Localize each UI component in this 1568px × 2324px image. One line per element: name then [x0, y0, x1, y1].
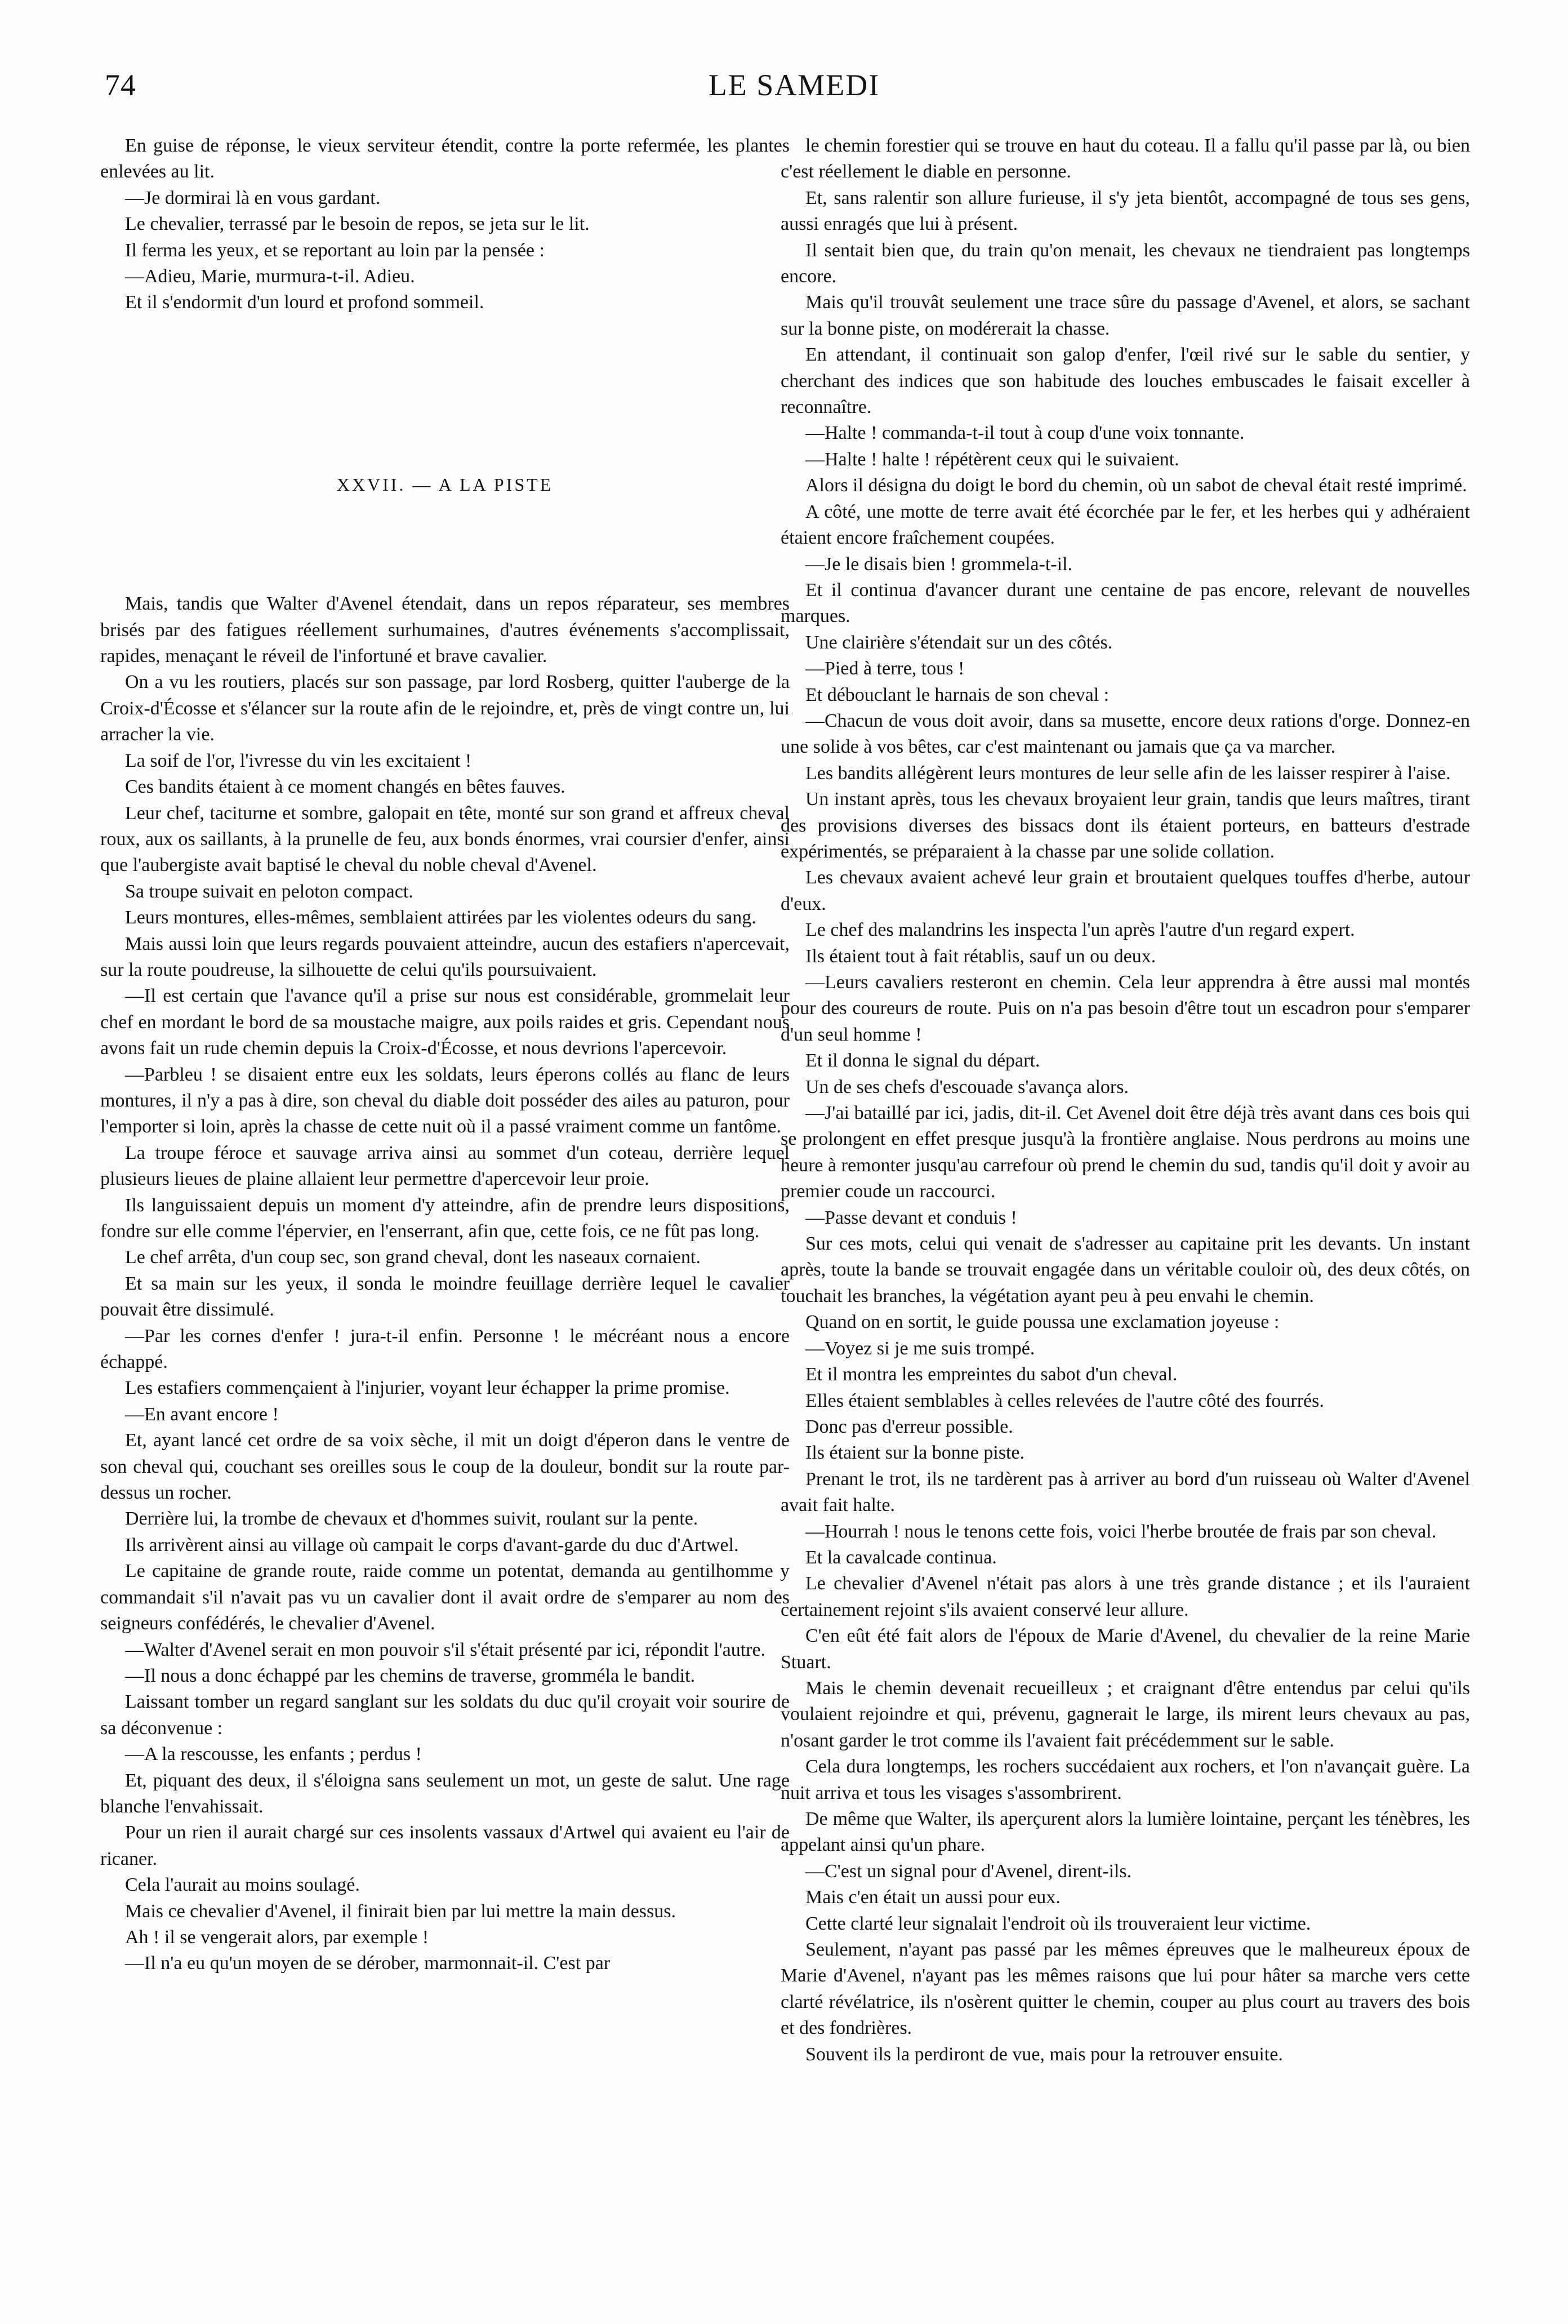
- paragraph: Le capitaine de grande route, raide comme un potentat, demanda au gentilhomme y commandait s'il n'avait pas vu un cavalier dont il avait ordre de s'emparer au nom des seigneurs confédérés, le chevalier d'Avenel.: [100, 1561, 790, 1634]
- paragraph: Pour un rien il aurait chargé sur ces insolents vassaux d'Artwel qui avaient eu l'air de ricaner.: [100, 1822, 790, 1869]
- paragraph: Alors il désigna du doigt le bord du chemin, où un sabot de cheval était resté imprimé.: [805, 475, 1467, 496]
- paragraph: —Parbleu ! se disaient entre eux les soldats, leurs éperons collés au flanc de leurs montures, il n'y a pas à dire, son cheval du diable doit posséder des ailes au paturon, pour l'emporter si loin, après la chasse de cette nuit où il a passé vraiment comme un fantôme.: [100, 1064, 790, 1137]
- paragraph: Sa troupe suivait en peloton compact.: [125, 881, 413, 902]
- page-header: [105, 68, 1484, 118]
- paragraph: Le chevalier, terrassé par le besoin de repos, se jeta sur le lit.: [125, 214, 590, 235]
- paragraph: Mais, tandis que Walter d'Avenel étendait, dans un repos réparateur, ses membres brisés par des fatigues réellement surhumaines, d'autres événements s'accomplissait, rapides, menaçant le réveil de l'infortuné et brave cavalier.: [100, 593, 790, 667]
- paragraph: Les chevaux avaient achevé leur grain et broutaient quelques touffes d'herbe, autour d'eux.: [781, 867, 1470, 914]
- paragraph: Et, sans ralentir son allure furieuse, il s'y jeta bientôt, accompagné de tous ses gens, aussi enragés que lui à présent.: [781, 187, 1470, 235]
- left-column: [100, 133, 790, 1977]
- paragraph: Les bandits allégèrent leurs montures de leur selle afin de les laisser respirer à l'aise.: [805, 762, 1451, 784]
- paragraph: Sur ces mots, celui qui venait de s'adresser au capitaine prit les devants. Un instant après, toute la bande se trouvait engagée dans un véritable couloir où, des deux côtés, on touchait les branches, la végétation ayant peu à peu envahi le chemin.: [781, 1233, 1470, 1307]
- paragraph: Et il montra les empreintes du sabot d'un cheval.: [805, 1364, 1178, 1385]
- paragraph: Mais le chemin devenait recueilleux ; et craignant d'être entendus par celui qu'ils voulaient rejoindre et qui, prévenu, gagnerait le large, ils mirent leurs chevaux au pas, n'osant garder le trot comme ils l'avaient fait précédemment sur le sable.: [781, 1677, 1470, 1751]
- paragraph: La soif de l'or, l'ivresse du vin les excitaient !: [125, 750, 472, 771]
- paragraph: Et, piquant des deux, il s'éloigna sans seulement un mot, un geste de salut. Une rage blanche l'envahissait.: [100, 1770, 790, 1817]
- paragraph: Quand on en sortit, le guide poussa une exclamation joyeuse :: [805, 1312, 1280, 1333]
- paragraph: En guise de réponse, le vieux serviteur étendit, contre la porte refermée, les plantes enlevées au lit.: [100, 135, 790, 183]
- paragraph: —J'ai bataillé par ici, jadis, dit-il. Cet Avenel doit être déjà très avant dans ces bois qui se prolongent en effet presque jusqu'à la frontière anglaise. Nous perdrons au moins une heure à remonter jusqu'au carrefour où prend le chemin du sud, tandis qu'il doit y avoir au premier coude un raccourci.: [781, 1103, 1470, 1202]
- paragraph: —En avant encore !: [125, 1403, 279, 1425]
- paragraph: De même que Walter, ils aperçurent alors la lumière lointaine, perçant les ténèbres, les appelant ainsi qu'un phare.: [781, 1808, 1470, 1856]
- paragraph: Mais qu'il trouvât seulement une trace sûre du passage d'Avenel, et alors, se sachant sur la bonne piste, on modérerait la chasse.: [781, 292, 1470, 339]
- paragraph: Cette clarté leur signalait l'endroit où ils trouveraient leur victime.: [805, 1913, 1311, 1934]
- right-body-text: [781, 133, 1470, 2068]
- running-title: LE SAMEDI: [708, 68, 880, 102]
- paragraph: Ils languissaient depuis un moment d'y atteindre, afin de prendre leurs dispositions, fondre sur elle comme l'épervier, en l'enserrant, afin que, cette fois, ce ne fût pas long.: [100, 1194, 790, 1242]
- paragraph: —Par les cornes d'enfer ! jura-t-il enfin. Personne ! le mécréant nous a encore échappé.: [100, 1325, 790, 1373]
- page-number: 74: [105, 68, 136, 102]
- paragraph: le chemin forestier qui se trouve en haut du coteau. Il a fallu qu'il passe par là, ou bien c'est réellement le diable en personne.: [781, 135, 1470, 183]
- left-body-text: [100, 591, 790, 1977]
- paragraph: Ces bandits étaient à ce moment changés en bêtes fauves.: [125, 776, 565, 798]
- paragraph: —Leurs cavaliers resteront en chemin. Cela leur apprendra à être aussi mal montés pour des coureurs de route. Puis on n'a pas besoin d'être tout un escadron pour s'emparer d'un seul homme !: [781, 972, 1470, 1045]
- paragraph: Et il continua d'avancer durant une centaine de pas encore, relevant de nouvelles marques.: [781, 579, 1470, 627]
- paragraph: —C'est un signal pour d'Avenel, dirent-ils.: [805, 1860, 1132, 1882]
- paragraph: Leur chef, taciturne et sombre, galopait en tête, monté sur son grand et affreux cheval roux, aux os saillants, à la prunelle de feu, aux bonds énormes, vrai coursier d'enfer, ainsi que l'aubergiste avait baptisé le cheval du noble cheval d'Avenel.: [100, 802, 790, 876]
- paragraph: Et, ayant lancé cet ordre de sa voix sèche, il mit un doigt d'éperon dans le ventre de son cheval qui, couchant ses oreilles sous le coup de la douleur, bondit sur la route par-dessus un rocher.: [100, 1430, 790, 1504]
- paragraph: Cela dura longtemps, les rochers succédaient aux rochers, et l'on n'avançait guère. La nuit arriva et tous les visages s'assombrirent.: [781, 1756, 1470, 1803]
- paragraph: Mais aussi loin que leurs regards pouvaient atteindre, aucun des estafiers n'apercevait, sur la route poudreuse, la silhouette de celui qu'ils poursuivaient.: [100, 933, 790, 980]
- paragraph: Seulement, n'ayant pas passé par les mêmes épreuves que le malheureux époux de Marie d'Avenel, n'ayant pas les mêmes raisons que lui pour hâter sa marche vers cette clarté révélatrice, ils n'osèrent quitter le chemin, couper au plus court au travers des bois et des fondrières.: [781, 1939, 1470, 2039]
- paragraph: Il sentait bien que, du train qu'on menait, les chevaux ne tiendraient pas longtemps encore.: [781, 239, 1470, 287]
- paragraph: Donc pas d'erreur possible.: [805, 1416, 1013, 1437]
- paragraph: Un instant après, tous les chevaux broyaient leur grain, tandis que leurs maîtres, tirant des provisions diverses des bissacs dont ils étaient porteurs, en batteurs d'estrade expérimentés, se préparaient à la chasse par une solide collation.: [781, 789, 1470, 862]
- paragraph: —Il nous a donc échappé par les chemins de traverse, gromméla le bandit.: [125, 1665, 696, 1686]
- paragraph: Et il s'endormit d'un lourd et profond sommeil.: [125, 292, 484, 313]
- paragraph: Cela l'aurait au moins soulagé.: [125, 1874, 360, 1896]
- paragraph: —Pied à terre, tous !: [805, 658, 965, 679]
- paragraph: —Passe devant et conduis !: [805, 1207, 1017, 1228]
- paragraph: A côté, une motte de terre avait été écorchée par le fer, et les herbes qui y adhéraient étaient encore fraîchement coupées.: [781, 501, 1470, 549]
- paragraph: Ils étaient tout à fait rétablis, sauf un ou deux.: [805, 945, 1156, 967]
- paragraph: En attendant, il continuait son galop d'enfer, l'œil rivé sur le sable du sentier, y cherchant des indices que son habitude des louches embuscades le faisait exceller à reconnaître.: [781, 344, 1470, 418]
- paragraph: —Chacun de vous doit avoir, dans sa musette, encore deux rations d'orge. Donnez-en une solide à vos bêtes, car c'est maintenant ou jamais que ça va marcher.: [781, 710, 1470, 758]
- paragraph: Les estafiers commençaient à l'injurier, voyant leur échapper la prime promise.: [125, 1377, 730, 1399]
- paragraph: —Hourrah ! nous le tenons cette fois, voici l'herbe broutée de frais par son cheval.: [805, 1521, 1437, 1542]
- paragraph: Laissant tomber un regard sanglant sur les soldats du duc qu'il croyait voir sourire de sa déconvenue :: [100, 1691, 790, 1739]
- paragraph: —Adieu, Marie, murmura-t-il. Adieu.: [125, 266, 415, 287]
- intro-text: [100, 133, 790, 316]
- paragraph: Et la cavalcade continua.: [805, 1547, 997, 1568]
- paragraph: Le chef arrêta, d'un coup sec, son grand cheval, dont les naseaux cornaient.: [125, 1247, 701, 1268]
- paragraph: Mais ce chevalier d'Avenel, il finirait bien par lui mettre la main dessus.: [125, 1900, 676, 1922]
- paragraph: Mais c'en était un aussi pour eux.: [805, 1887, 1061, 1908]
- paragraph: Ils étaient sur la bonne piste.: [805, 1442, 1025, 1464]
- paragraph: —Halte ! halte ! répétèrent ceux qui le suivaient.: [805, 448, 1179, 470]
- paragraph: Et il donna le signal du départ.: [805, 1050, 1040, 1072]
- paragraph: Ils arrivèrent ainsi au village où campait le corps d'avant-garde du duc d'Artwel.: [125, 1534, 739, 1556]
- paragraph: Elles étaient semblables à celles relevées de l'autre côté des fourrés.: [805, 1390, 1324, 1411]
- paragraph: Ah ! il se vengerait alors, par exemple !: [125, 1926, 429, 1948]
- paragraph: —Halte ! commanda-t-il tout à coup d'une voix tonnante.: [805, 423, 1245, 444]
- paragraph: —A la rescousse, les enfants ; perdus !: [125, 1744, 422, 1765]
- paragraph: Il ferma les yeux, et se reportant au loin par la pensée :: [125, 239, 545, 261]
- paragraph: Un de ses chefs d'escouade s'avança alors.: [805, 1076, 1129, 1097]
- paragraph: La troupe féroce et sauvage arriva ainsi au sommet d'un coteau, derrière lequel plusieurs lieues de plaine allaient leur permettre d'apercevoir leur proie.: [100, 1142, 790, 1190]
- paragraph: —Je dormirai là en vous gardant.: [125, 187, 381, 208]
- paragraph: Le chevalier d'Avenel n'était pas alors à une très grande distance ; et ils l'auraient certainement rejoint s'ils avaient conservé leur allure.: [781, 1573, 1470, 1620]
- right-column: [781, 133, 1470, 2068]
- paragraph: Derrière lui, la trombe de chevaux et d'hommes suivit, roulant sur la pente.: [125, 1508, 698, 1530]
- paragraph: —Il est certain que l'avance qu'il a prise sur nous est considérable, grommelait leur chef en mordant le bord de sa moustache maigre, aux poils raides et gris. Cependant nous avons fait un rude chemin depuis la Croix-d'Écosse, et nous devrions l'apercevoir.: [100, 985, 790, 1059]
- paragraph: Et débouclant le harnais de son cheval :: [805, 684, 1110, 705]
- paragraph: —Il n'a eu qu'un moyen de se dérober, marmonnait-il. C'est par: [125, 1953, 611, 1974]
- paragraph: Le chef des malandrins les inspecta l'un après l'autre d'un regard expert.: [805, 919, 1355, 941]
- section-title: XXVII. — A LA PISTE: [336, 474, 554, 495]
- paragraph: Leurs montures, elles-mêmes, semblaient attirées par les violentes odeurs du sang.: [125, 907, 756, 928]
- paragraph: —Voyez si je me suis trompé.: [805, 1337, 1035, 1359]
- paragraph: Une clairière s'étendait sur un des côtés.: [805, 632, 1113, 653]
- paragraph: —Je le disais bien ! grommela-t-il.: [805, 553, 1072, 575]
- paragraph: Prenant le trot, ils ne tardèrent pas à arriver au bord d'un ruisseau où Walter d'Avenel avait fait halte.: [781, 1468, 1470, 1516]
- paragraph: Et sa main sur les yeux, il sonda le moindre feuillage derrière lequel le cavalier pouvait être dissimulé.: [100, 1273, 790, 1321]
- paragraph: Souvent ils la perdiront de vue, mais pour la retrouver ensuite.: [805, 2043, 1283, 2065]
- paragraph: C'en eût été fait alors de l'époux de Marie d'Avenel, du chevalier de la reine Marie Stuart.: [781, 1625, 1470, 1673]
- paragraph: On a vu les routiers, placés sur son passage, par lord Rosberg, quitter l'auberge de la Croix-d'Écosse et s'élancer sur la route afin de le rejoindre, et, près de vingt contre un, lui arracher la vie.: [100, 672, 790, 745]
- paragraph: —Walter d'Avenel serait en mon pouvoir s'il s'était présenté par ici, répondit l'autre.: [125, 1639, 766, 1660]
